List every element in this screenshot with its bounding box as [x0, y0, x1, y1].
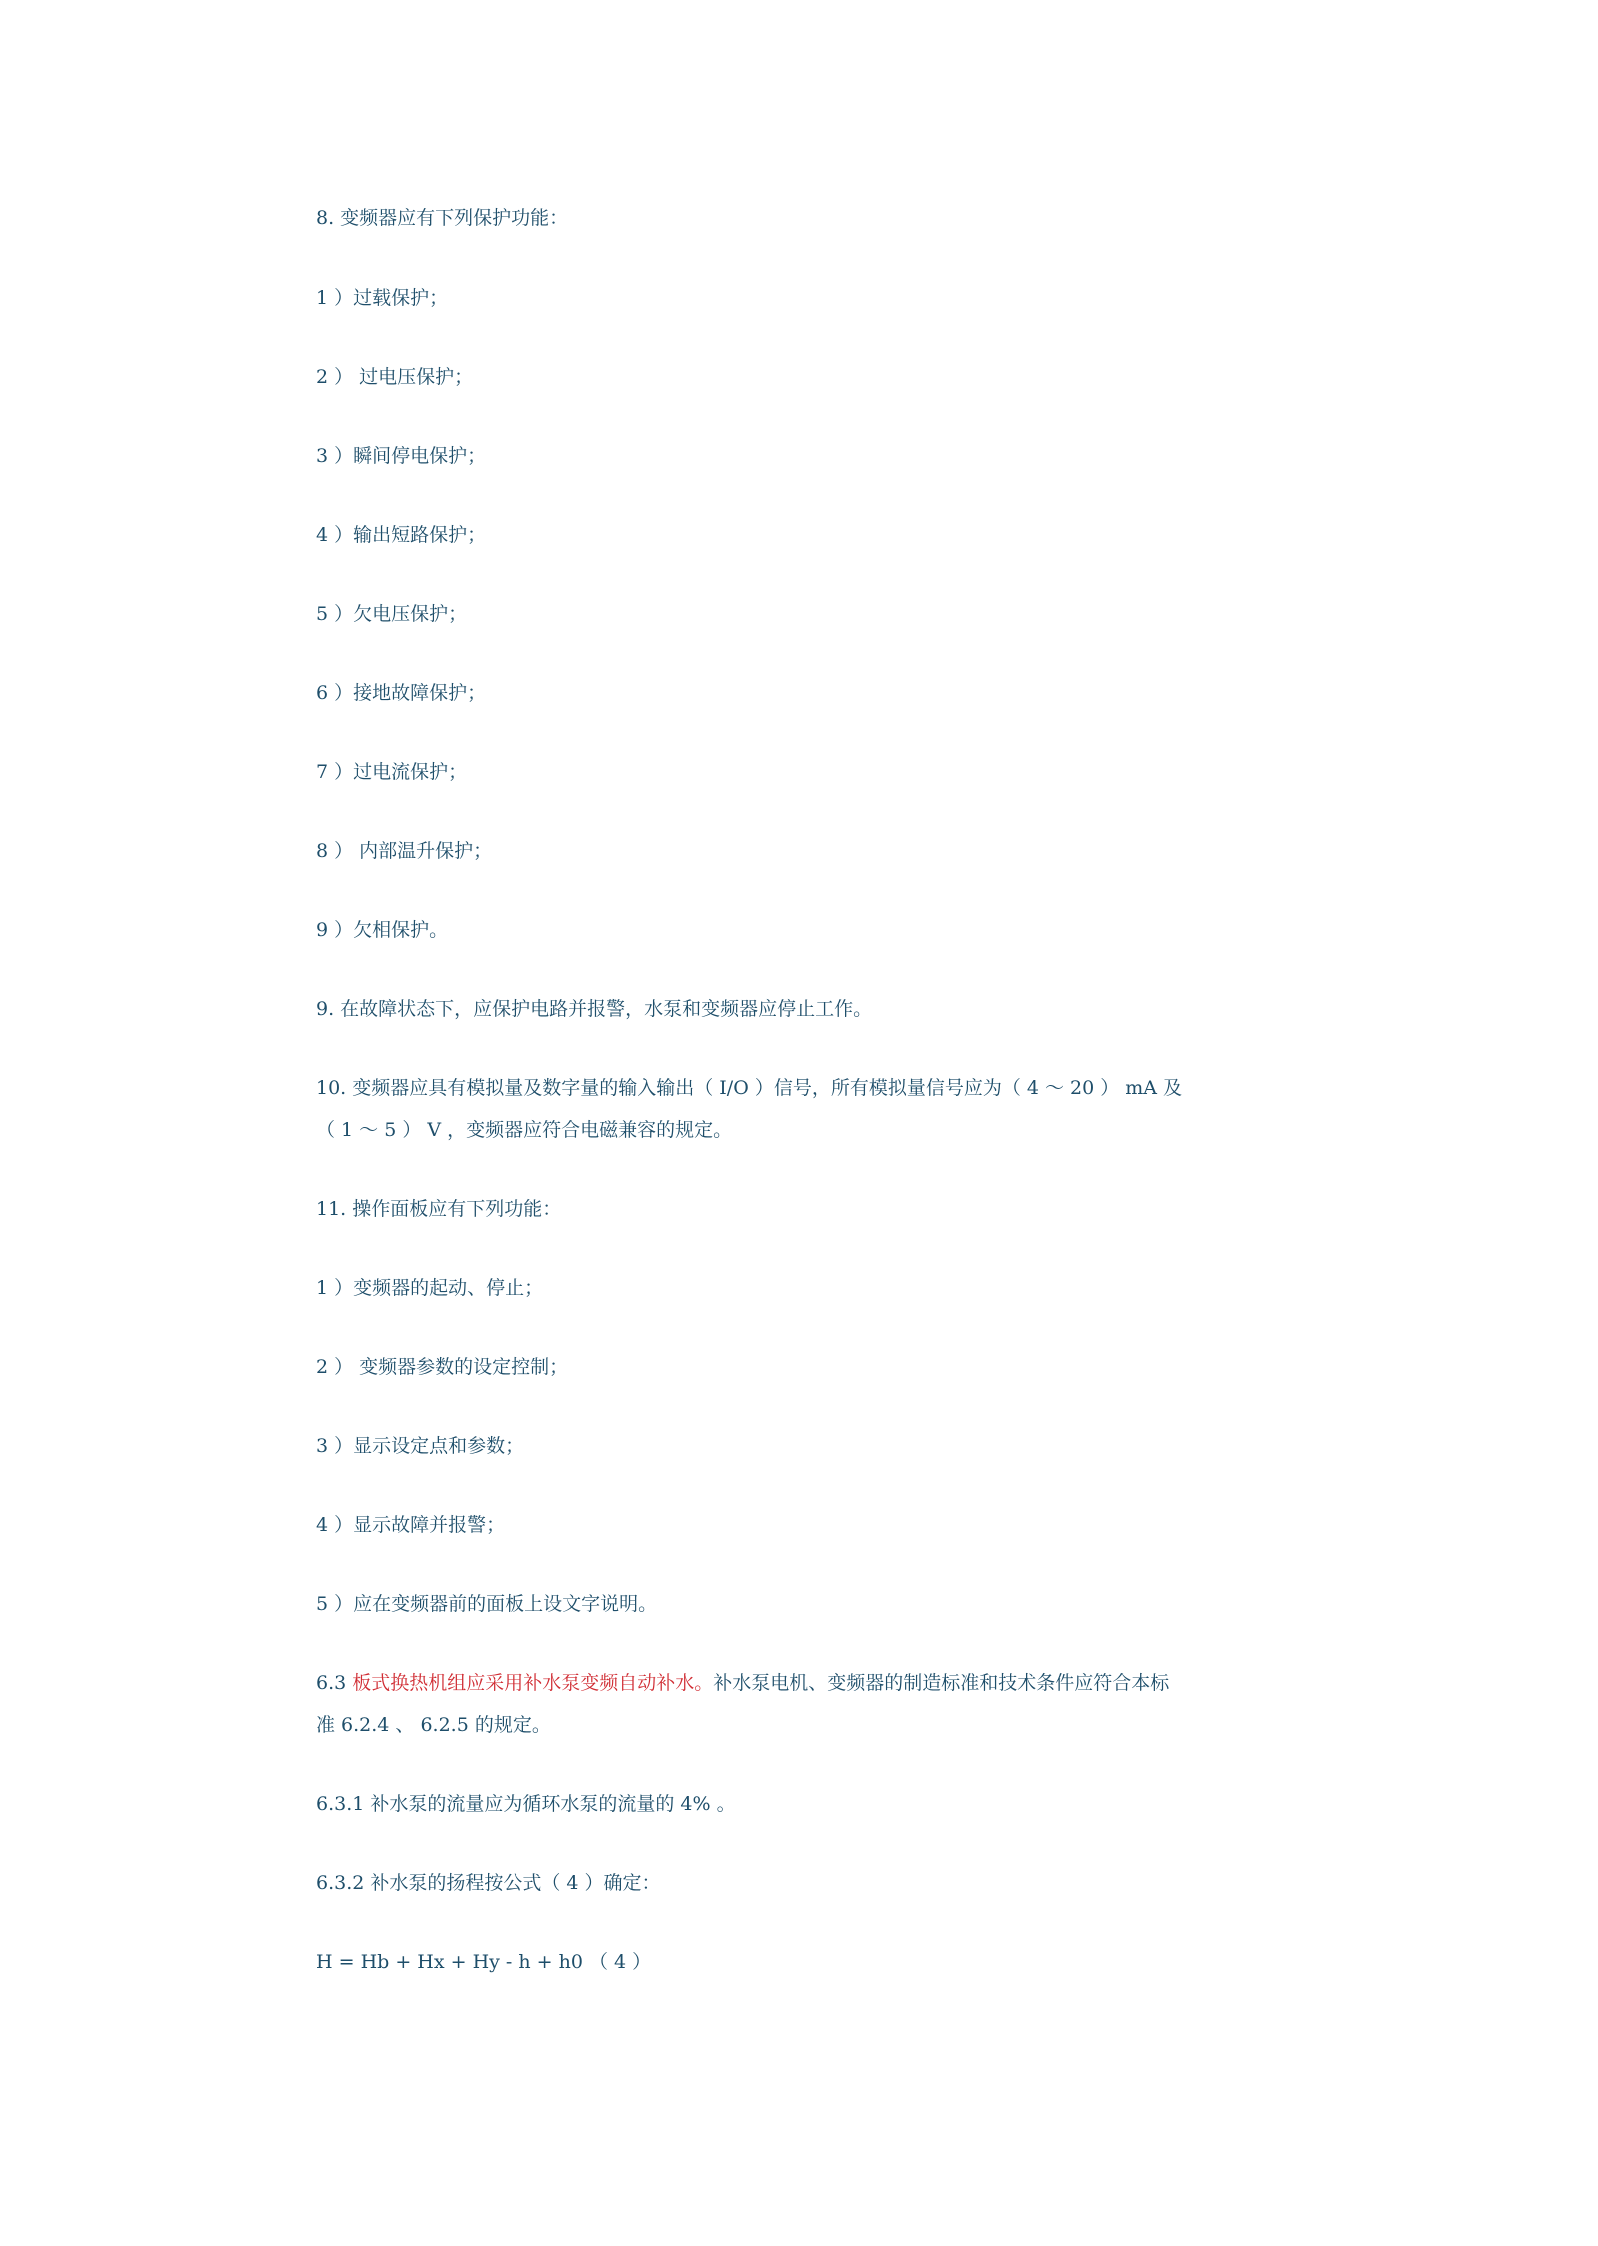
panel-function-4: 4 ）显示故障并报警；	[316, 1514, 506, 1536]
protection-item-5: 5 ）欠电压保护；	[316, 603, 468, 625]
section-6-3-1: 6.3.1 补水泵的流量应为循环水泵的流量的 4% 。	[316, 1793, 736, 1815]
panel-function-5: 5 ）应在变频器前的面板上设文字说明。	[316, 1593, 658, 1615]
formula-4: H = Hb + Hx + Hy - h + h0 （ 4 ）	[316, 1951, 652, 1973]
section-6-3-line-2: 准 6.2.4 、 6.2.5 的规定。	[316, 1714, 551, 1736]
item-10-paragraph-line-1: 10. 变频器应具有模拟量及数字量的输入输出（ I/O ）信号，所有模拟量信号应为（ 4 ～ 20 ） mA 及	[316, 1077, 1183, 1099]
section-6-3-2: 6.3.2 补水泵的扬程按公式（ 4 ）确定：	[316, 1872, 661, 1894]
section-6-3-number: 6.3	[316, 1672, 353, 1694]
panel-function-1: 1 ）变频器的起动、停止；	[316, 1277, 544, 1299]
protection-item-1: 1 ）过载保护；	[316, 287, 449, 309]
section-6-3-line-1	[316, 1670, 1296, 1696]
panel-function-3: 3 ）显示设定点和参数；	[316, 1435, 525, 1457]
item-11-heading: 11. 操作面板应有下列功能：	[316, 1198, 562, 1220]
item-10-paragraph-line-2: （ 1 ～ 5 ） V ，变频器应符合电磁兼容的规定。	[316, 1119, 733, 1141]
item-9-paragraph: 9. 在故障状态下，应保护电路并报警，水泵和变频器应停止工作。	[316, 998, 873, 1020]
protection-item-9: 9 ）欠相保护。	[316, 919, 449, 941]
item-8-heading: 8. 变频器应有下列保护功能：	[316, 207, 569, 229]
protection-item-2: 2 ） 过电压保护；	[316, 366, 474, 388]
protection-item-8: 8 ） 内部温升保护；	[316, 840, 493, 862]
section-6-3-rest: 补水泵电机、变频器的制造标准和技术条件应符合本标	[713, 1672, 1170, 1694]
section-6-3-highlight: 板式换热机组应采用补水泵变频自动补水。	[352, 1672, 714, 1694]
protection-item-7: 7 ）过电流保护；	[316, 761, 468, 783]
protection-item-6: 6 ）接地故障保护；	[316, 682, 487, 704]
panel-function-2: 2 ） 变频器参数的设定控制；	[316, 1356, 569, 1378]
protection-item-4: 4 ）输出短路保护；	[316, 524, 487, 546]
protection-item-3: 3 ）瞬间停电保护；	[316, 445, 487, 467]
